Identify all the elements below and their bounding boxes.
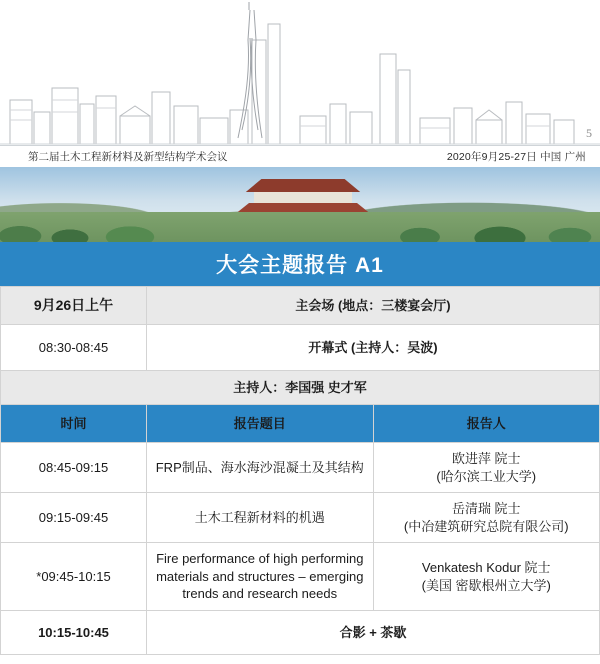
opening-time: 08:30-08:45 [1,325,147,371]
row-time: 08:45-09:15 [1,443,147,493]
speaker-affiliation: (中冶建筑研究总院有限公司) [403,518,569,534]
row-speaker [373,543,600,611]
table-column-header-row [1,405,600,443]
conference-info-strip [0,145,600,167]
hosts-label: 主持人：李国强 史才军 [1,371,600,405]
session-date: 9月26日上午 [1,287,147,325]
skyline-svg [0,0,600,145]
speaker-name: 岳清瑞 院士 [451,501,521,517]
speaker-name: 欧进萍 院士 [451,451,521,466]
session-venue: 主会场 (地点：三楼宴会厅) [147,287,600,325]
row-title: 土木工程新材料的机遇 [147,493,374,543]
main-heading: 大会主题报告 A1 [0,242,600,286]
speaker-name: Venkatesh Kodur 院士 [421,559,551,575]
conference-date-location: 2020年9月25-27日 中国 广州 [446,151,586,163]
speaker-affiliation: (美国 密歇根州立大学) [421,577,551,593]
building-upper-body [254,192,352,204]
row-title: FRP制品、海水海沙混凝土及其结构 [147,443,374,493]
skyline-illustration [0,0,600,145]
column-header-title: 报告题目 [147,405,374,443]
table-row [1,443,600,493]
campus-photo-banner [0,167,600,242]
column-header-time: 时间 [1,405,147,443]
table-row [1,493,600,543]
opening-ceremony-row [1,325,600,371]
break-row [1,610,600,654]
speaker-affiliation: (哈尔滨工业大学) [436,468,537,484]
row-time: *09:45-10:15 [1,543,147,611]
hosts-row [1,371,600,405]
session-info-row [1,287,600,325]
row-speaker [373,443,600,493]
schedule-table [0,286,600,655]
column-header-speaker: 报告人 [373,405,600,443]
row-title: Fire performance of high performing materials and structures – emerging trends and research needs [147,543,374,611]
break-label: 合影 + 茶歇 [147,610,600,654]
row-speaker [373,493,600,543]
photo-trees [0,212,600,242]
row-time: 09:15-09:45 [1,493,147,543]
page-number: 5 [586,126,592,140]
opening-title: 开幕式 (主持人：吴波) [147,325,600,371]
break-time: 10:15-10:45 [1,610,147,654]
table-row [1,543,600,611]
building-upper-roof [238,179,368,192]
conference-title: 第二届土木工程新材料及新型结构学术会议 [28,151,228,163]
